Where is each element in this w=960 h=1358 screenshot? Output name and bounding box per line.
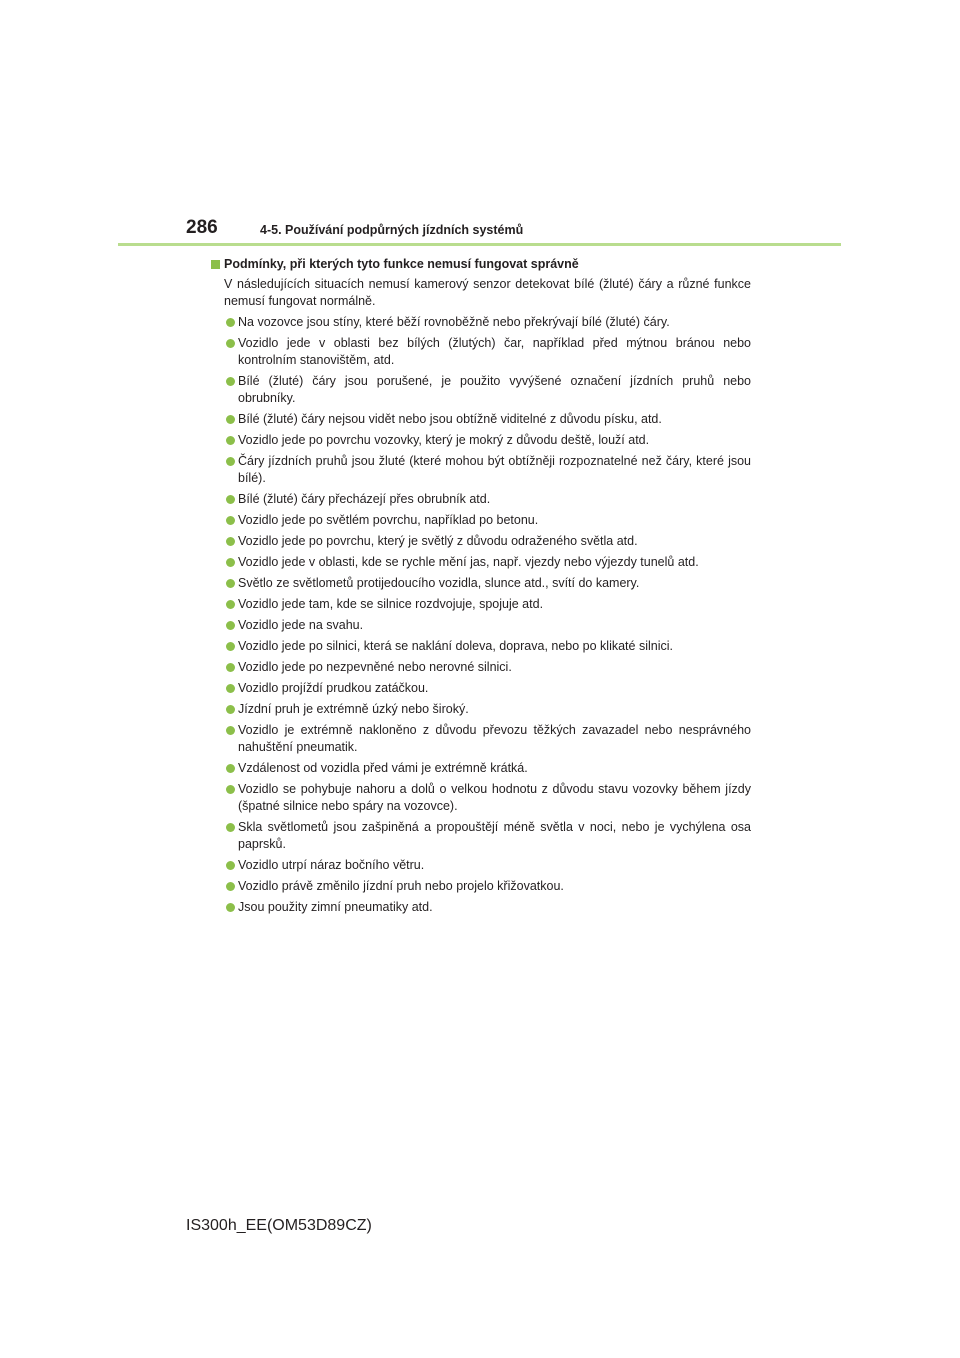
list-item — [211, 512, 751, 529]
list-item — [211, 411, 751, 428]
list-item — [211, 878, 751, 895]
round-bullet-icon — [226, 621, 235, 630]
list-item — [211, 335, 751, 369]
list-item-text: Jízdní pruh je extrémně úzký nebo široký. — [238, 702, 469, 716]
round-bullet-icon — [226, 785, 235, 794]
round-bullet-icon — [226, 339, 235, 348]
section-title: 4-5. Používání podpůrných jízdních systémů — [260, 223, 524, 237]
list-item — [211, 491, 751, 508]
list-item — [211, 760, 751, 777]
list-item-text: Vozidlo se pohybuje nahoru a dolů o velkou hodnotu z důvodu stavu vozovky během jízdy (špatné silnice nebo spáry na vozovce). — [238, 782, 751, 813]
list-item — [211, 432, 751, 449]
main-content — [211, 256, 751, 920]
list-item — [211, 596, 751, 613]
condition-list — [211, 314, 751, 916]
list-item — [211, 819, 751, 853]
list-item-text: Čáry jízdních pruhů jsou žluté (které mohou být obtížněji rozpoznatelné než čáry, které jsou bílé). — [238, 454, 751, 485]
round-bullet-icon — [226, 684, 235, 693]
header-divider — [118, 243, 841, 246]
round-bullet-icon — [226, 457, 235, 466]
list-item-text: Bílé (žluté) čáry jsou porušené, je použito vyvýšené označení jízdních pruhů nebo obrubníky. — [238, 374, 751, 405]
list-item — [211, 659, 751, 676]
model-code: IS300h_EE(OM53D89CZ) — [186, 1217, 372, 1234]
list-item-text: Vozidlo jede tam, kde se silnice rozdvojuje, spojuje atd. — [238, 597, 544, 611]
list-item-text: Vozidlo jede po světlém povrchu, například po betonu. — [238, 513, 539, 527]
list-item-text: Vzdálenost od vozidla před vámi je extrémně krátká. — [238, 761, 528, 775]
list-item-text: Vozidlo jede na svahu. — [238, 618, 364, 632]
page-number: 286 — [186, 217, 218, 238]
round-bullet-icon — [226, 882, 235, 891]
round-bullet-icon — [226, 377, 235, 386]
square-bullet-icon — [211, 260, 220, 269]
list-item — [211, 373, 751, 407]
list-item-text: Vozidlo právě změnilo jízdní pruh nebo projelo křižovatkou. — [238, 879, 564, 893]
list-item — [211, 575, 751, 592]
round-bullet-icon — [226, 436, 235, 445]
list-item — [211, 722, 751, 756]
list-item — [211, 314, 751, 331]
round-bullet-icon — [226, 823, 235, 832]
list-item — [211, 701, 751, 718]
round-bullet-icon — [226, 537, 235, 546]
list-item — [211, 638, 751, 655]
subsection-heading — [211, 256, 751, 273]
list-item-text: Vozidlo jede v oblasti, kde se rychle mění jas, např. vjezdy nebo výjezdy tunelů atd. — [238, 555, 699, 569]
list-item-text: Vozidlo jede po povrchu vozovky, který je mokrý z důvodu deště, louží atd. — [238, 433, 650, 447]
list-item-text: Vozidlo jede v oblasti bez bílých (žlutých) čar, například před mýtnou bránou nebo kontrolním stanovištěm, atd. — [238, 336, 751, 367]
round-bullet-icon — [226, 516, 235, 525]
list-item-text: Na vozovce jsou stíny, které běží rovnoběžně nebo překrývají bílé (žluté) čáry. — [238, 315, 670, 329]
list-item-text: Vozidlo jede po nezpevněné nebo nerovné silnici. — [238, 660, 512, 674]
list-item — [211, 453, 751, 487]
list-item-text: Vozidlo projíždí prudkou zatáčkou. — [238, 681, 429, 695]
list-item-text: Vozidlo jede po povrchu, který je světlý z důvodu odraženého světla atd. — [238, 534, 638, 548]
round-bullet-icon — [226, 600, 235, 609]
list-item-text: Jsou použity zimní pneumatiky atd. — [238, 900, 433, 914]
round-bullet-icon — [226, 318, 235, 327]
list-item — [211, 617, 751, 634]
list-item-text: Vozidlo utrpí náraz bočního větru. — [238, 858, 425, 872]
list-item — [211, 857, 751, 874]
round-bullet-icon — [226, 495, 235, 504]
list-item-text: Bílé (žluté) čáry nejsou vidět nebo jsou obtížně viditelné z důvodu písku, atd. — [238, 412, 662, 426]
round-bullet-icon — [226, 705, 235, 714]
list-item-text: Světlo ze světlometů protijedoucího vozidla, slunce atd., svítí do kamery. — [238, 576, 640, 590]
list-item — [211, 680, 751, 697]
list-item — [211, 533, 751, 550]
list-item — [211, 899, 751, 916]
round-bullet-icon — [226, 663, 235, 672]
round-bullet-icon — [226, 726, 235, 735]
round-bullet-icon — [226, 415, 235, 424]
round-bullet-icon — [226, 764, 235, 773]
list-item-text: Skla světlometů jsou zašpiněná a propouštějí méně světla v noci, nebo je vychýlena osa paprsků. — [238, 820, 751, 851]
list-item-text: Bílé (žluté) čáry přecházejí přes obrubník atd. — [238, 492, 491, 506]
round-bullet-icon — [226, 579, 235, 588]
round-bullet-icon — [226, 558, 235, 567]
round-bullet-icon — [226, 642, 235, 651]
intro-paragraph: V následujících situacích nemusí kamerový senzor detekovat bílé (žluté) čáry a různé funkce nemusí fungovat normálně. — [224, 277, 751, 308]
list-item-text: Vozidlo je extrémně nakloněno z důvodu převozu těžkých zavazadel nebo nesprávného nahuštění pneumatik. — [238, 723, 751, 754]
list-item — [211, 554, 751, 571]
list-item — [211, 781, 751, 815]
subsection-heading-text: Podmínky, při kterých tyto funkce nemusí fungovat správně — [224, 257, 579, 271]
round-bullet-icon — [226, 861, 235, 870]
list-item-text: Vozidlo jede po silnici, která se naklání doleva, doprava, nebo po klikaté silnici. — [238, 639, 673, 653]
round-bullet-icon — [226, 903, 235, 912]
